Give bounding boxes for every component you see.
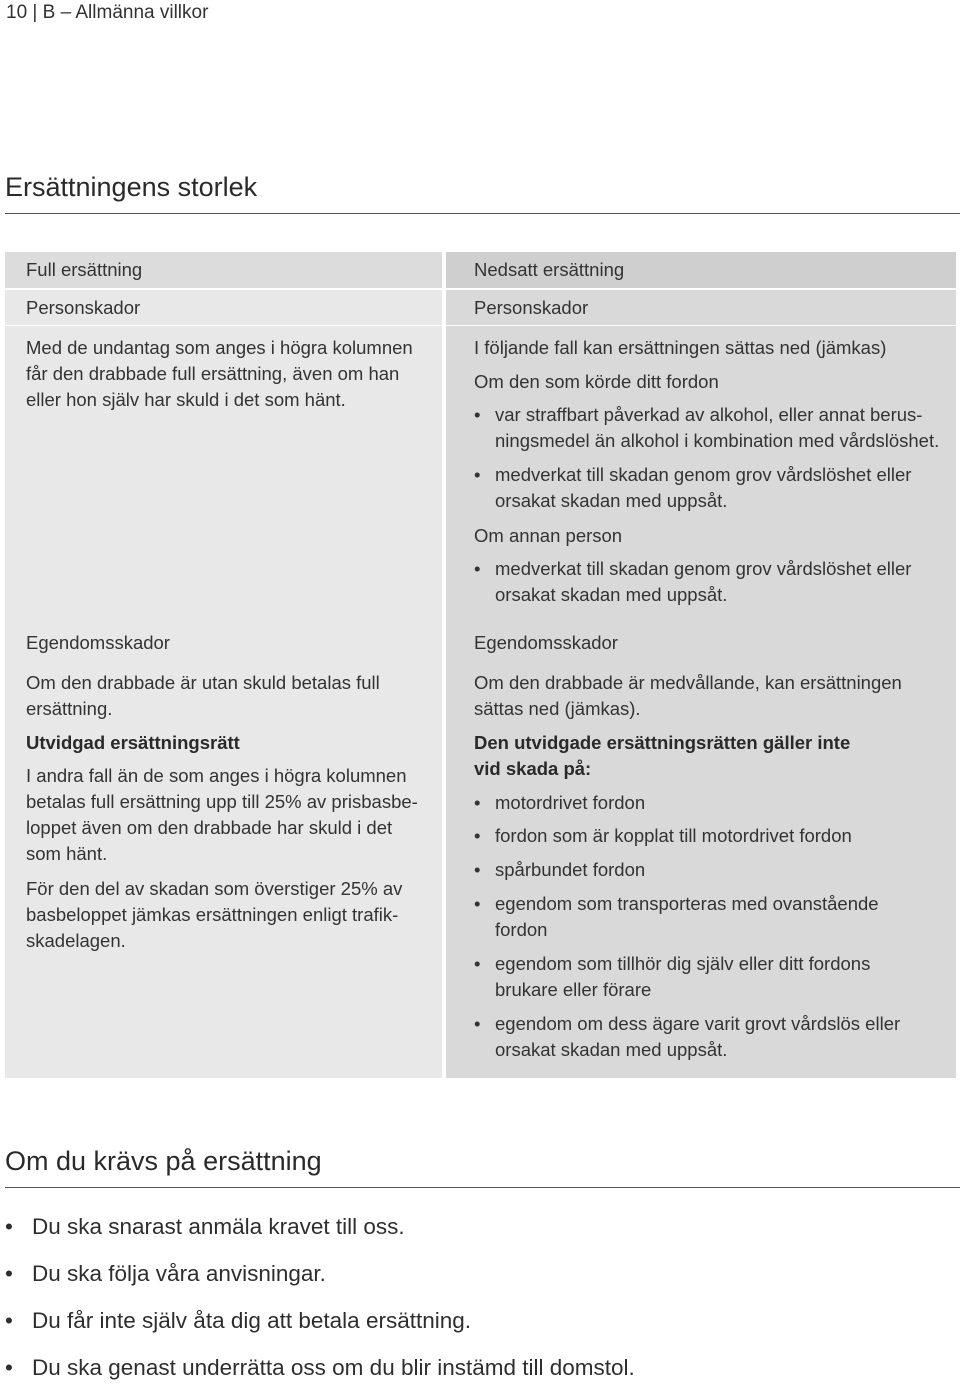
section-title-ersattningens-storlek: Ersättningens storlek	[5, 172, 258, 202]
list-item-text: ningsmedel än alkohol i kombination med vårdslöshet.	[495, 430, 940, 451]
list-item-text: medverkat till skadan genom grov vårdslöshet eller	[495, 464, 912, 485]
bullet-icon: •	[474, 825, 481, 846]
list-item-text: orsakat skadan med uppsåt.	[495, 1039, 728, 1060]
left-personskador-heading: Personskador	[26, 297, 141, 318]
right-egendomsskador-heading: Egendomsskador	[474, 632, 618, 653]
list-item-text: Du får inte själv åta dig att betala ersättning.	[32, 1308, 472, 1333]
left-overstiger-text: skadelagen.	[26, 930, 126, 951]
bullet-icon: •	[474, 893, 481, 914]
right-intro-text: I följande fall kan ersättningen sättas ned (jämkas)	[474, 337, 887, 358]
left-utvidgad-heading: Utvidgad ersättningsrätt	[26, 732, 240, 753]
left-overstiger-text: basbeloppet jämkas ersättningen enligt trafik-	[26, 904, 399, 925]
bullet-icon: •	[474, 1013, 481, 1034]
right-subband-divider	[446, 325, 956, 326]
bullet-icon: •	[5, 1261, 13, 1286]
bullet-icon: •	[474, 558, 481, 579]
left-personskador-text: får den drabbade full ersättning, även om han	[26, 363, 400, 384]
list-item-text: egendom som tillhör dig själv eller ditt fordons	[495, 953, 871, 974]
left-egendom-text: Om den drabbade är utan skuld betalas full	[26, 672, 380, 693]
left-personskador-text: eller hon själv har skuld i det som hänt.	[26, 389, 346, 410]
left-utvidgad-text: som hänt.	[26, 843, 108, 864]
left-band-divider	[5, 288, 442, 290]
bullet-icon: •	[474, 792, 481, 813]
left-column-heading: Full ersättning	[26, 259, 143, 280]
left-overstiger-text: För den del av skadan som överstiger 25% av	[26, 878, 403, 899]
list-item-text: fordon	[495, 919, 548, 940]
left-egendom-text: ersättning.	[26, 698, 113, 719]
left-utvidgad-text: betalas full ersättning upp till 25% av prisbasbe-	[26, 791, 418, 812]
section-rule	[5, 213, 960, 214]
list-item-text: Du ska snarast anmäla kravet till oss.	[32, 1214, 405, 1239]
list-item-text: Du ska följa våra anvisningar.	[32, 1261, 326, 1286]
bullet-icon: •	[5, 1355, 13, 1380]
page-header: 10 | B – Allmänna villkor	[6, 2, 209, 23]
list-item-text: egendom om dess ägare varit grovt vårdslös eller	[495, 1013, 901, 1034]
right-column-heading: Nedsatt ersättning	[474, 259, 625, 280]
bullet-icon: •	[5, 1214, 13, 1239]
bullet-icon: •	[5, 1308, 13, 1333]
left-subband-divider	[5, 325, 442, 326]
list-item-text: orsakat skadan med uppsåt.	[495, 584, 728, 605]
right-egendom-text: Om den drabbade är medvållande, kan ersättningen	[474, 672, 902, 693]
bullet-icon: •	[474, 404, 481, 425]
left-utvidgad-text: loppet även om den drabbade har skuld i det	[26, 817, 393, 838]
right-utvidgad-heading: vid skada på:	[474, 758, 592, 779]
list-item-text: var straffbart påverkad av alkohol, eller annat berus-	[495, 404, 923, 425]
section-rule	[5, 1187, 960, 1188]
list-item-text: brukare eller förare	[495, 979, 652, 1000]
right-band-divider	[446, 288, 956, 290]
left-utvidgad-text: I andra fall än de som anges i högra kolumnen	[26, 765, 407, 786]
right-utvidgad-heading: Den utvidgade ersättningsrätten gäller inte	[474, 732, 851, 753]
bullet-icon: •	[474, 859, 481, 880]
section-title-om-du-kravs: Om du krävs på ersättning	[5, 1146, 322, 1176]
list-item-text: Du ska genast underrätta oss om du blir instämd till domstol.	[32, 1355, 635, 1380]
list-item-text: fordon som är kopplat till motordrivet fordon	[495, 825, 852, 846]
column-separator	[442, 252, 446, 1078]
right-forare-heading: Om den som körde ditt fordon	[474, 371, 719, 392]
right-personskador-heading: Personskador	[474, 297, 589, 318]
list-item-text: medverkat till skadan genom grov vårdslöshet eller	[495, 558, 912, 579]
list-item-text: orsakat skadan med uppsåt.	[495, 490, 728, 511]
list-item-text: spårbundet fordon	[495, 859, 646, 880]
left-personskador-text: Med de undantag som anges i högra kolumnen	[26, 337, 413, 358]
right-egendom-text: sättas ned (jämkas).	[474, 698, 641, 719]
bullet-icon: •	[474, 464, 481, 485]
list-item-text: motordrivet fordon	[495, 792, 646, 813]
right-annan-heading: Om annan person	[474, 525, 623, 546]
bullet-icon: •	[474, 953, 481, 974]
list-item-text: egendom som transporteras med ovanstående	[495, 893, 879, 914]
left-egendomsskador-heading: Egendomsskador	[26, 632, 170, 653]
